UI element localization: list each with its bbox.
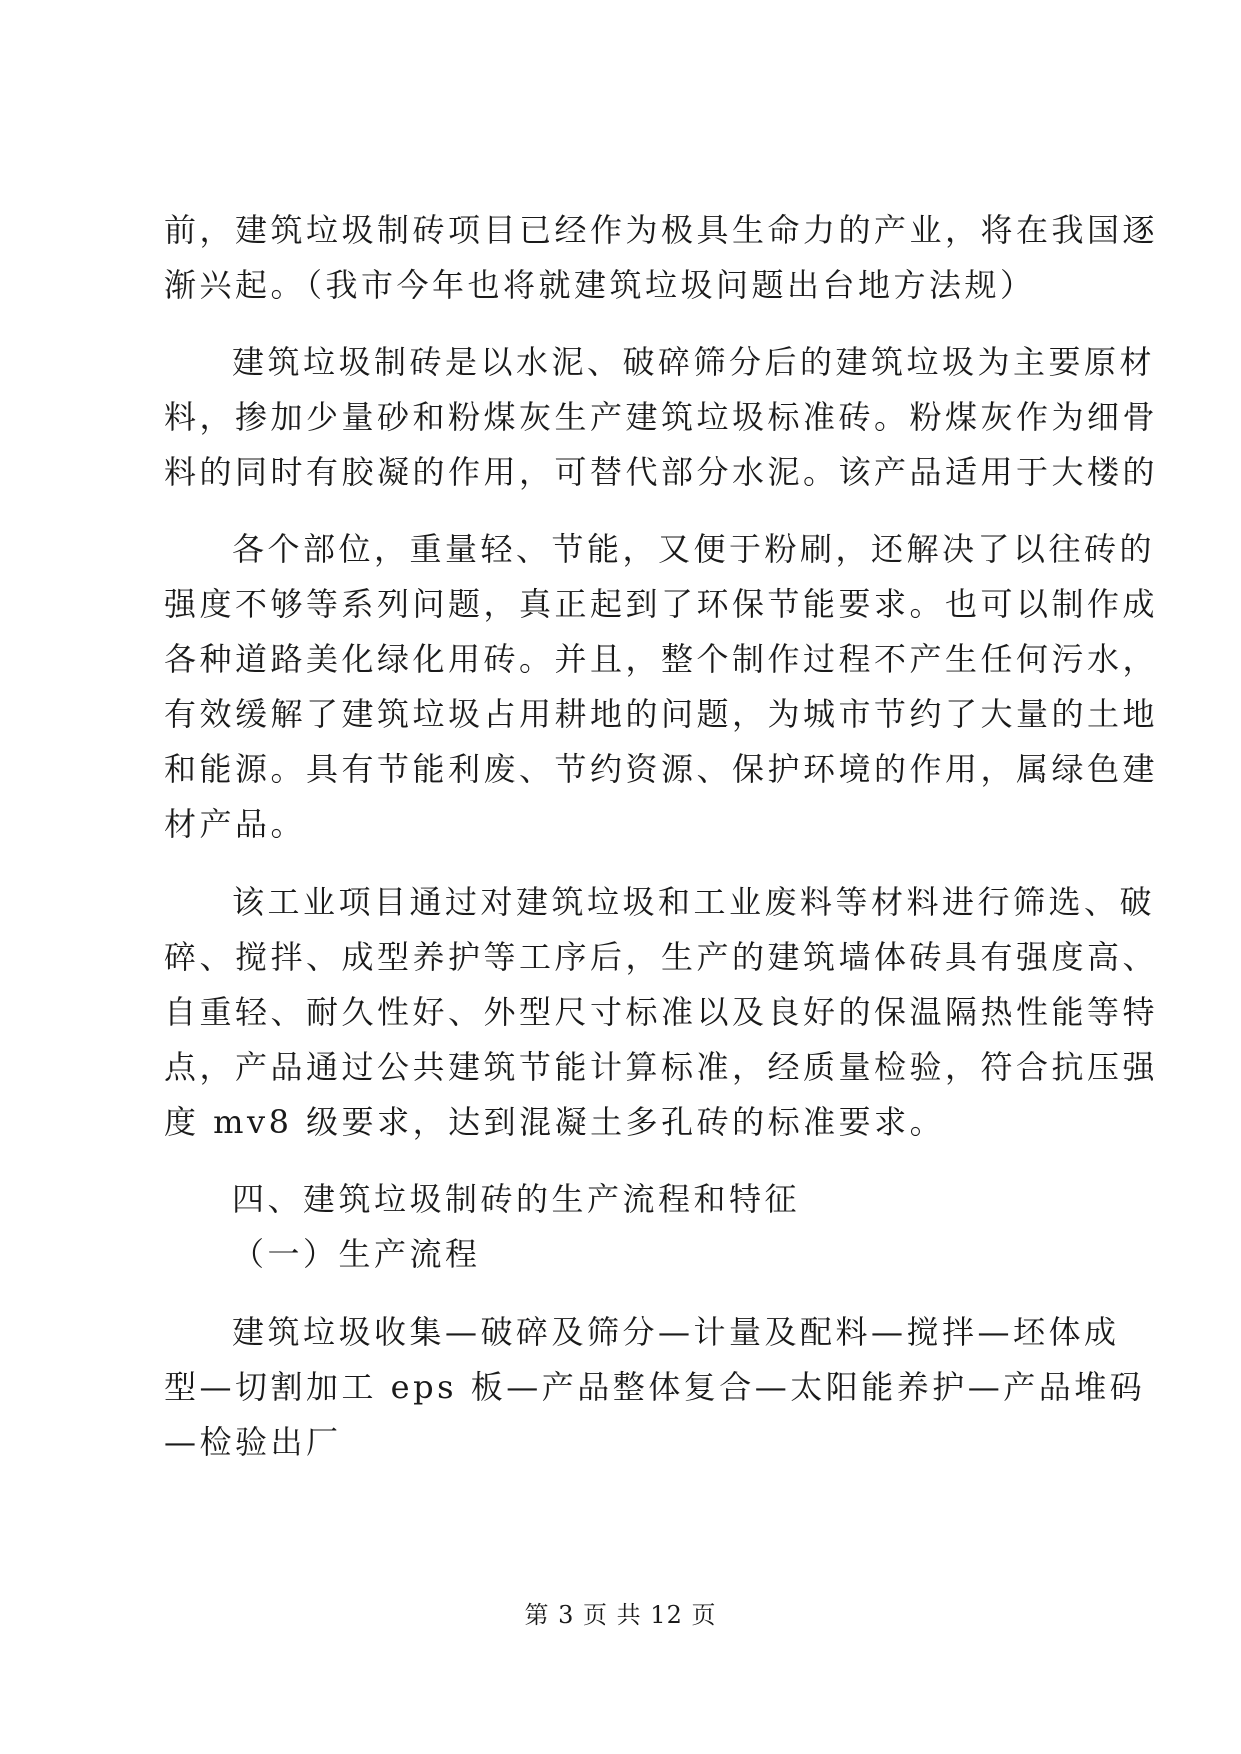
text-line: 渐兴起。（我市今年也将就建筑垃圾问题出台地方法规） [164,266,1036,304]
text-line: 各个部位，重量轻、节能，又便于粉刷，还解决了以往砖的 [232,530,1156,568]
text-line: —检验出厂 [164,1423,342,1461]
text-line: 前，建筑垃圾制砖项目已经作为极具生命力的产业，将在我国逐 [164,211,1159,249]
page-number-footer: 第 3 页 共 12 页 [524,1601,717,1629]
section-heading: 四、建筑垃圾制砖的生产流程和特征 [232,1180,801,1218]
text-line: 自重轻、耐久性好、外型尺寸标准以及良好的保温隔热性能等特 [164,993,1159,1031]
text-line: 各种道路美化绿化用砖。并且，整个制作过程不产生任何污水， [164,640,1159,678]
text-line: 有效缓解了建筑垃圾占用耕地的问题，为城市节约了大量的土地 [164,695,1159,733]
subsection-heading: （一）生产流程 [232,1235,481,1273]
text-line: 料，掺加少量砂和粉煤灰生产建筑垃圾标准砖。粉煤灰作为细骨 [164,398,1159,436]
text-line: 材产品。 [164,805,307,843]
text-line: 料的同时有胶凝的作用，可替代部分水泥。该产品适用于大楼的 [164,453,1159,491]
text-line: 建筑垃圾制砖是以水泥、破碎筛分后的建筑垃圾为主要原材 [232,343,1156,381]
text-line: 该工业项目通过对建筑垃圾和工业废料等材料进行筛选、破 [232,883,1156,921]
text-line: 型—切割加工 eps 板—产品整体复合—太阳能养护—产品堆码 [164,1368,1146,1406]
text-line: 和能源。具有节能利废、节约资源、保护环境的作用，属绿色建 [164,750,1159,788]
text-line: 点，产品通过公共建筑节能计算标准，经质量检验，符合抗压强 [164,1048,1159,1086]
text-line: 碎、搅拌、成型养护等工序后，生产的建筑墙体砖具有强度高、 [164,938,1159,976]
text-line: 度 mv8 级要求，达到混凝土多孔砖的标准要求。 [164,1103,946,1141]
text-line: 强度不够等系列问题，真正起到了环保节能要求。也可以制作成 [164,585,1159,623]
text-line: 建筑垃圾收集—破碎及筛分—计量及配料—搅拌—坯体成 [232,1313,1120,1351]
